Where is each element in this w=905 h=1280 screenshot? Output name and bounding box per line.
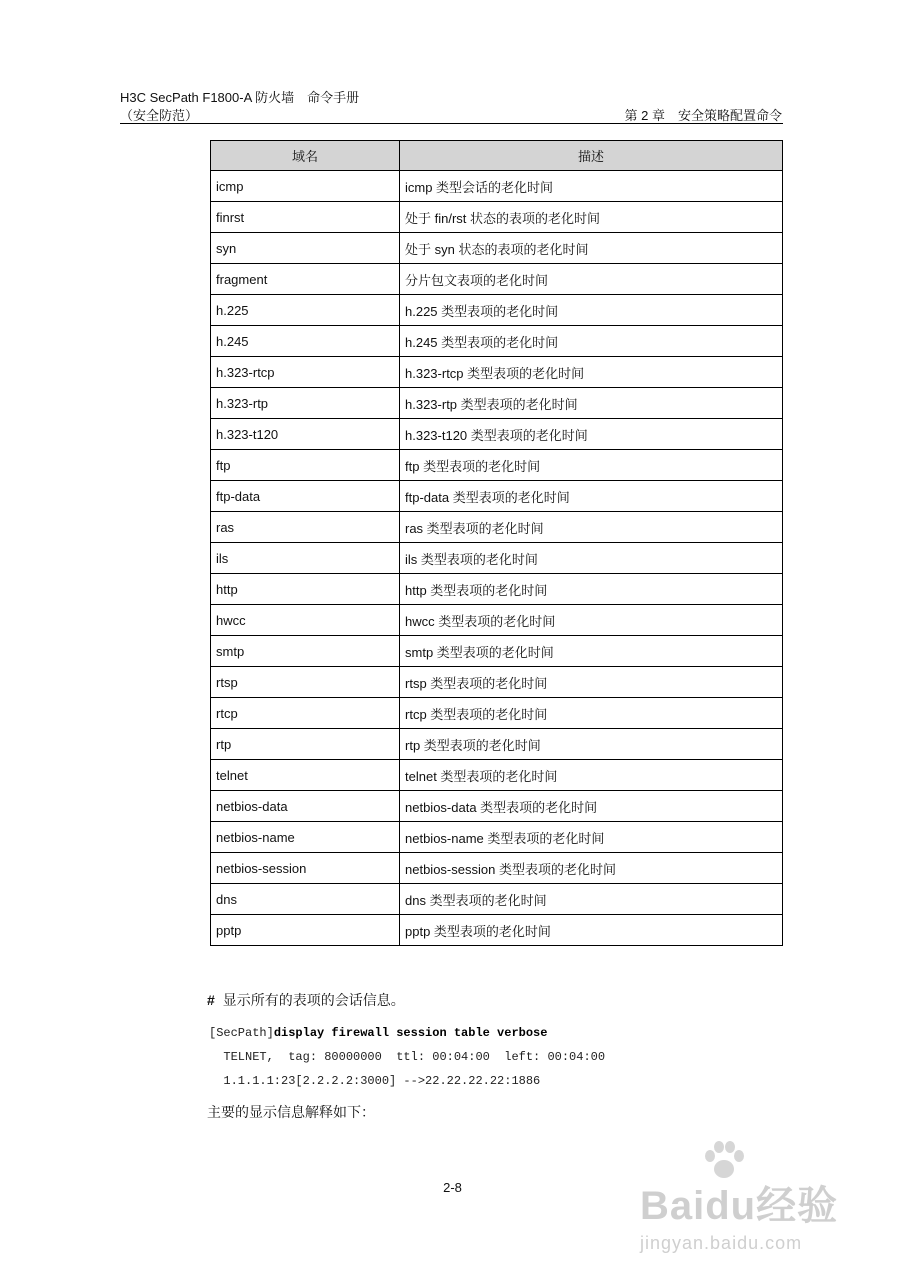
field-description-cell: h.323-rtcp 类型表项的老化时间: [400, 357, 783, 388]
field-name-cell: telnet: [211, 760, 400, 791]
table-row: [211, 574, 783, 605]
chapter-title: 第 2 章 安全策略配置命令: [624, 108, 782, 123]
table-row: [211, 791, 783, 822]
table-row: [211, 543, 783, 574]
table-row: [211, 357, 783, 388]
paw-icon: [702, 1140, 746, 1180]
manual-title: H3C SecPath F1800-A 防火墙 命令手册: [120, 90, 360, 105]
field-name-cell: netbios-data: [211, 791, 400, 822]
watermark-logo: Baidu经验: [640, 1184, 839, 1228]
code-line-session: TELNET, tag: 80000000 ttl: 00:04:00 left: 00:04:00: [209, 1050, 606, 1064]
field-name-cell: ftp: [211, 450, 400, 481]
table-row: [211, 233, 783, 264]
field-name-cell: ils: [211, 543, 400, 574]
field-name-cell: http: [211, 574, 400, 605]
field-description-cell: smtp 类型表项的老化时间: [400, 636, 783, 667]
field-description-cell: h.323-t120 类型表项的老化时间: [400, 419, 783, 450]
field-description-cell: 处于 syn 状态的表项的老化时间: [400, 233, 783, 264]
field-name-cell: rtp: [211, 729, 400, 760]
table-row: [211, 450, 783, 481]
column-header-description: 描述: [400, 141, 783, 171]
table-row: [211, 264, 783, 295]
field-description-cell: ftp 类型表项的老化时间: [400, 450, 783, 481]
field-description-cell: pptp 类型表项的老化时间: [400, 915, 783, 946]
field-name-cell: h.323-rtp: [211, 388, 400, 419]
table-row: [211, 636, 783, 667]
table-row: [211, 915, 783, 946]
table-row: [211, 512, 783, 543]
field-name-cell: h.225: [211, 295, 400, 326]
watermark-url: jingyan.baidu.com: [640, 1233, 803, 1253]
field-description-cell: rtp 类型表项的老化时间: [400, 729, 783, 760]
field-name-cell: pptp: [211, 915, 400, 946]
code-command: display firewall session table verbose: [273, 1026, 548, 1040]
field-name-cell: dns: [211, 884, 400, 915]
field-description-cell: ras 类型表项的老化时间: [400, 512, 783, 543]
field-description-table: [210, 140, 783, 946]
field-description-cell: h.245 类型表项的老化时间: [400, 326, 783, 357]
field-name-cell: netbios-name: [211, 822, 400, 853]
field-description-cell: netbios-session 类型表项的老化时间: [400, 853, 783, 884]
table-row: [211, 667, 783, 698]
baidu-jingyan-watermark: [640, 1150, 870, 1253]
field-name-cell: finrst: [211, 202, 400, 233]
field-description-cell: ftp-data 类型表项的老化时间: [400, 481, 783, 512]
table-row: [211, 822, 783, 853]
field-name-cell: ras: [211, 512, 400, 543]
header-divider: [120, 123, 783, 124]
code-line-command: [209, 1026, 547, 1040]
table-row: [211, 729, 783, 760]
field-description-cell: ils 类型表项的老化时间: [400, 543, 783, 574]
code-line-address: 1.1.1.1:23[2.2.2.2:3000] -->22.22.22.22:1886: [209, 1074, 541, 1088]
table-row: [211, 419, 783, 450]
field-description-cell: h.323-rtp 类型表项的老化时间: [400, 388, 783, 419]
field-name-cell: smtp: [211, 636, 400, 667]
manual-subtitle: （安全防范）: [120, 108, 199, 123]
field-description-cell: icmp 类型会话的老化时间: [400, 171, 783, 202]
field-name-cell: rtsp: [211, 667, 400, 698]
field-description-cell: hwcc 类型表项的老化时间: [400, 605, 783, 636]
code-prompt: [SecPath]: [209, 1026, 274, 1040]
table-row: [211, 295, 783, 326]
field-description-cell: rtsp 类型表项的老化时间: [400, 667, 783, 698]
field-description-cell: h.225 类型表项的老化时间: [400, 295, 783, 326]
field-name-cell: icmp: [211, 171, 400, 202]
field-name-cell: ftp-data: [211, 481, 400, 512]
field-name-cell: h.323-rtcp: [211, 357, 400, 388]
table-row: [211, 698, 783, 729]
explanation-text: 主要的显示信息解释如下：: [207, 1104, 375, 1120]
field-name-cell: syn: [211, 233, 400, 264]
field-name-cell: netbios-session: [211, 853, 400, 884]
table-row: [211, 388, 783, 419]
field-description-cell: 分片包文表项的老化时间: [400, 264, 783, 295]
table-body: [211, 171, 783, 946]
table-row: [211, 884, 783, 915]
field-name-cell: h.245: [211, 326, 400, 357]
field-description-cell: netbios-data 类型表项的老化时间: [400, 791, 783, 822]
field-description-cell: telnet 类型表项的老化时间: [400, 760, 783, 791]
table-row: [211, 481, 783, 512]
field-description-cell: dns 类型表项的老化时间: [400, 884, 783, 915]
table-header-row: [211, 141, 783, 171]
field-name-cell: hwcc: [211, 605, 400, 636]
page-number: 2-8: [443, 1180, 462, 1195]
field-name-cell: rtcp: [211, 698, 400, 729]
example-text: 显示所有的表项的会话信息。: [222, 992, 405, 1008]
example-marker: #: [207, 992, 215, 1008]
field-name-cell: fragment: [211, 264, 400, 295]
example-heading: [207, 990, 405, 1010]
table-row: [211, 171, 783, 202]
field-name-cell: h.323-t120: [211, 419, 400, 450]
table-row: [211, 202, 783, 233]
table-row: [211, 326, 783, 357]
field-description-cell: 处于 fin/rst 状态的表项的老化时间: [400, 202, 783, 233]
table-row: [211, 853, 783, 884]
table-row: [211, 760, 783, 791]
field-description-cell: netbios-name 类型表项的老化时间: [400, 822, 783, 853]
column-header-field: 域名: [211, 141, 400, 171]
field-description-cell: http 类型表项的老化时间: [400, 574, 783, 605]
table-row: [211, 605, 783, 636]
field-description-cell: rtcp 类型表项的老化时间: [400, 698, 783, 729]
